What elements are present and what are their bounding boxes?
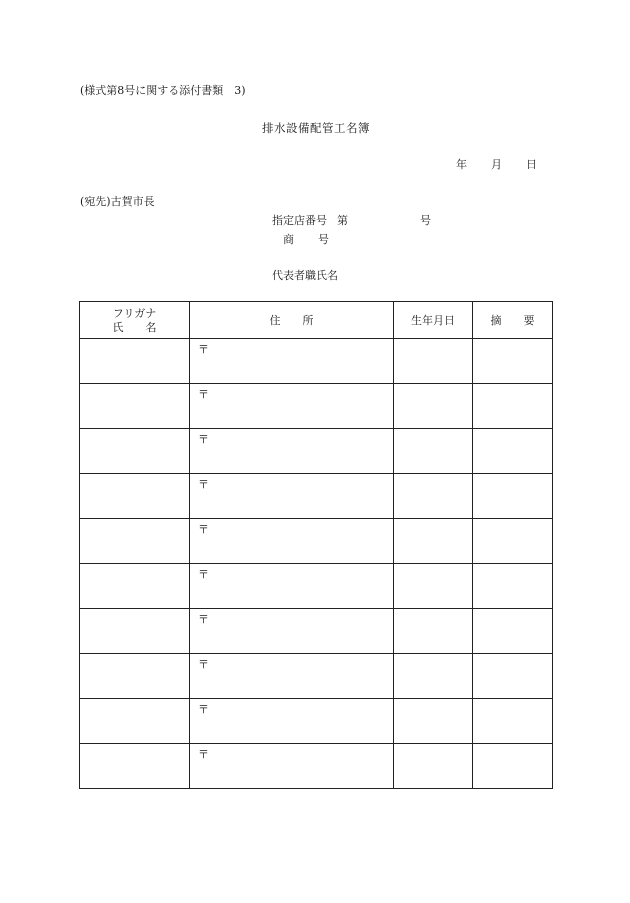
postal-mark: 〒 (198, 433, 209, 446)
address-cell[interactable] (190, 474, 394, 519)
date-month-label: 月 (491, 158, 502, 171)
postal-mark: 〒 (198, 478, 209, 491)
birthdate-cell[interactable] (394, 744, 473, 789)
remarks-cell[interactable] (473, 609, 553, 654)
postal-mark: 〒 (198, 748, 209, 761)
addressee: (宛先)古賀市長 (80, 195, 155, 208)
postal-mark: 〒 (198, 658, 209, 671)
store-number-suffix: 号 (420, 214, 431, 227)
postal-mark: 〒 (198, 388, 209, 401)
birthdate-cell[interactable] (394, 609, 473, 654)
store-number-label: 指定店番号 (272, 214, 327, 227)
name-cell[interactable] (80, 519, 190, 564)
remarks-cell[interactable] (473, 474, 553, 519)
address-cell[interactable] (190, 654, 394, 699)
header-name-label: 氏 名 (112, 320, 157, 334)
birthdate-cell[interactable] (394, 564, 473, 609)
table-row (80, 339, 553, 384)
remarks-cell[interactable] (473, 519, 553, 564)
date-line (456, 156, 537, 172)
remarks-cell[interactable] (473, 384, 553, 429)
postal-mark: 〒 (198, 343, 209, 356)
plumber-roster-table (79, 301, 553, 789)
header-name (80, 302, 190, 339)
remarks-cell[interactable] (473, 699, 553, 744)
table-row (80, 564, 553, 609)
name-cell[interactable] (80, 564, 190, 609)
trade-name-line (283, 231, 329, 247)
trade-name-label-2: 号 (318, 233, 329, 246)
document-title: 排水設備配管工名簿 (262, 121, 370, 135)
trade-name-label-1: 商 (283, 233, 294, 246)
date-day-label: 日 (526, 158, 537, 171)
birthdate-cell[interactable] (394, 384, 473, 429)
name-cell[interactable] (80, 609, 190, 654)
birthdate-cell[interactable] (394, 699, 473, 744)
address-cell[interactable] (190, 609, 394, 654)
representative-label: 代表者職氏名 (272, 269, 338, 282)
postal-mark: 〒 (198, 703, 209, 716)
header-birthdate: 生年月日 (394, 302, 473, 339)
name-cell[interactable] (80, 474, 190, 519)
address-cell[interactable] (190, 744, 394, 789)
table-row (80, 384, 553, 429)
table-row (80, 654, 553, 699)
name-cell[interactable] (80, 429, 190, 474)
remarks-cell[interactable] (473, 429, 553, 474)
birthdate-cell[interactable] (394, 519, 473, 564)
postal-mark: 〒 (198, 613, 209, 626)
date-year-label: 年 (456, 158, 467, 171)
birthdate-cell[interactable] (394, 339, 473, 384)
address-cell[interactable] (190, 429, 394, 474)
address-cell[interactable] (190, 699, 394, 744)
postal-mark: 〒 (198, 523, 209, 536)
table-row (80, 609, 553, 654)
table-row (80, 699, 553, 744)
table-row (80, 744, 553, 789)
header-remarks: 摘 要 (473, 302, 553, 339)
remarks-cell[interactable] (473, 744, 553, 789)
address-cell[interactable] (190, 339, 394, 384)
table-header-row (80, 302, 553, 339)
form-label: (様式第8号に関する添付書類 3) (80, 84, 246, 97)
remarks-cell[interactable] (473, 339, 553, 384)
name-cell[interactable] (80, 339, 190, 384)
remarks-cell[interactable] (473, 564, 553, 609)
table-row (80, 474, 553, 519)
name-cell[interactable] (80, 654, 190, 699)
name-cell[interactable] (80, 744, 190, 789)
name-cell[interactable] (80, 699, 190, 744)
name-cell[interactable] (80, 384, 190, 429)
postal-mark: 〒 (198, 568, 209, 581)
remarks-cell[interactable] (473, 654, 553, 699)
birthdate-cell[interactable] (394, 654, 473, 699)
birthdate-cell[interactable] (394, 429, 473, 474)
address-cell[interactable] (190, 564, 394, 609)
header-address: 住 所 (190, 302, 394, 339)
header-furigana: フリガナ (112, 306, 157, 320)
table-row (80, 519, 553, 564)
table-row (80, 429, 553, 474)
birthdate-cell[interactable] (394, 474, 473, 519)
address-cell[interactable] (190, 384, 394, 429)
address-cell[interactable] (190, 519, 394, 564)
store-number-prefix: 第 (337, 214, 348, 227)
store-number-line (272, 212, 431, 228)
